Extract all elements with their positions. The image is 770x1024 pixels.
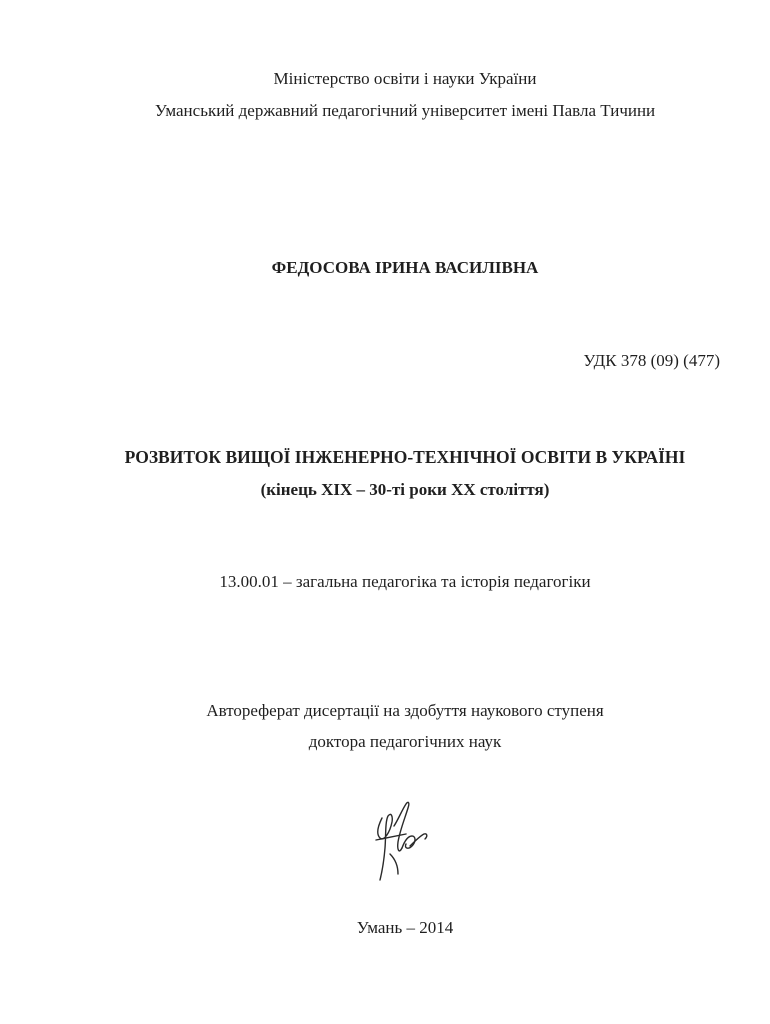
abstract-description: Автореферат дисертації на здобуття наукового ступеня: [206, 701, 604, 720]
ministry-name: Міністерство освіти і науки України: [273, 69, 537, 88]
udk-code: УДК 378 (09) (477): [583, 351, 720, 370]
signature-icon: [372, 796, 436, 886]
author-name: ФЕДОСОВА ІРИНА ВАСИЛІВНА: [271, 258, 539, 277]
dissertation-title: РОЗВИТОК ВИЩОЇ ІНЖЕНЕРНО-ТЕХНІЧНОЇ ОСВІТИ В УКРАЇНІ: [124, 447, 686, 467]
degree-name: доктора педагогічних наук: [308, 732, 502, 751]
specialty-code: 13.00.01 – загальна педагогіка та історія педагогіки: [219, 572, 591, 591]
university-name: Уманський державний педагогічний університет імені Павла Тичини: [154, 101, 656, 120]
dissertation-subtitle: (кінець ХІХ – 30-ті роки ХХ століття): [260, 480, 550, 499]
city-year: Умань – 2014: [356, 918, 454, 937]
